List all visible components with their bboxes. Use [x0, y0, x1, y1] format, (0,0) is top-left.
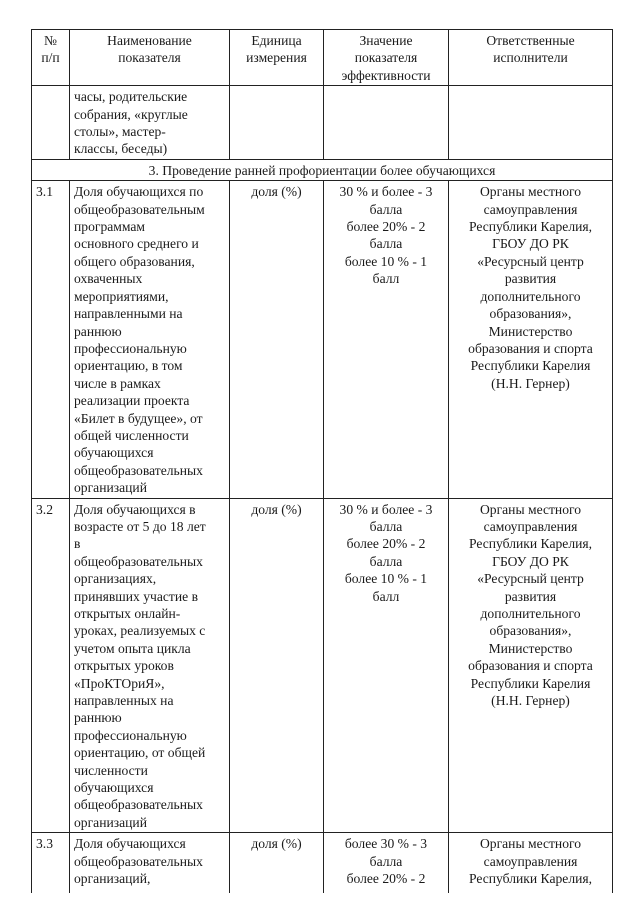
- row-indicator: Доля обучающихся общеобразовательных организаций,: [70, 833, 230, 893]
- row-unit: доля (%): [230, 498, 324, 833]
- header-indicator-name: Наименование показателя: [70, 30, 230, 86]
- header-number: № п/п: [32, 30, 70, 86]
- row-number: 3.1: [32, 181, 70, 498]
- table-row: [32, 181, 613, 498]
- indicators-table: [31, 29, 613, 893]
- row-unit: доля (%): [230, 181, 324, 498]
- header-unit: Единица измерения: [230, 30, 324, 86]
- row-value: 30 % и более - 3 балла более 20% - 2 балла более 10 % - 1 балл: [324, 181, 449, 498]
- continuation-number: [32, 86, 70, 160]
- row-unit: доля (%): [230, 833, 324, 893]
- table-header-row: [32, 30, 613, 86]
- row-responsible: Органы местного самоуправления Республики Карелия, ГБОУ ДО РК «Ресурсный центр развития дополнительного образования», Министерство образования и спорта Республики Карелия (Н.Н. Гернер): [449, 498, 613, 833]
- continuation-value: [324, 86, 449, 160]
- row-indicator: Доля обучающихся по общеобразовательным программам основного среднего и общего образования, охваченных мероприятиями, направленными на раннюю профессиональную ориентацию, в том числе в рамках реализации проекта «Билет в будущее», от общей численности обучающихся общеобразовательных организаций: [70, 181, 230, 498]
- header-responsible: Ответственные исполнители: [449, 30, 613, 86]
- section-heading-row: [32, 159, 613, 180]
- row-value: 30 % и более - 3 балла более 20% - 2 балла более 10 % - 1 балл: [324, 498, 449, 833]
- row-responsible: Органы местного самоуправления Республики Карелия,: [449, 833, 613, 893]
- table-row: [32, 833, 613, 893]
- row-responsible: Органы местного самоуправления Республики Карелия, ГБОУ ДО РК «Ресурсный центр развития дополнительного образования», Министерство образования и спорта Республики Карелия (Н.Н. Гернер): [449, 181, 613, 498]
- row-number: 3.3: [32, 833, 70, 893]
- section-3-title: 3. Проведение ранней профориентации более обучающихся: [32, 159, 613, 180]
- row-number: 3.2: [32, 498, 70, 833]
- continuation-responsible: [449, 86, 613, 160]
- row-value: более 30 % - 3 балла более 20% - 2: [324, 833, 449, 893]
- continuation-row: [32, 86, 613, 160]
- row-indicator: Доля обучающихся в возрасте от 5 до 18 лет в общеобразовательных организациях, принявших участие в открытых онлайн- уроках, реализуемых с учетом опыта цикла открытых уроков «ПроКТОриЯ», направленных на раннюю профессиональную ориентацию, от общей численности обучающихся общеобразовательных организаций: [70, 498, 230, 833]
- header-value: Значение показателя эффективности: [324, 30, 449, 86]
- continuation-unit: [230, 86, 324, 160]
- table-row: [32, 498, 613, 833]
- continuation-indicator: часы, родительские собрания, «круглые столы», мастер- классы, беседы): [70, 86, 230, 160]
